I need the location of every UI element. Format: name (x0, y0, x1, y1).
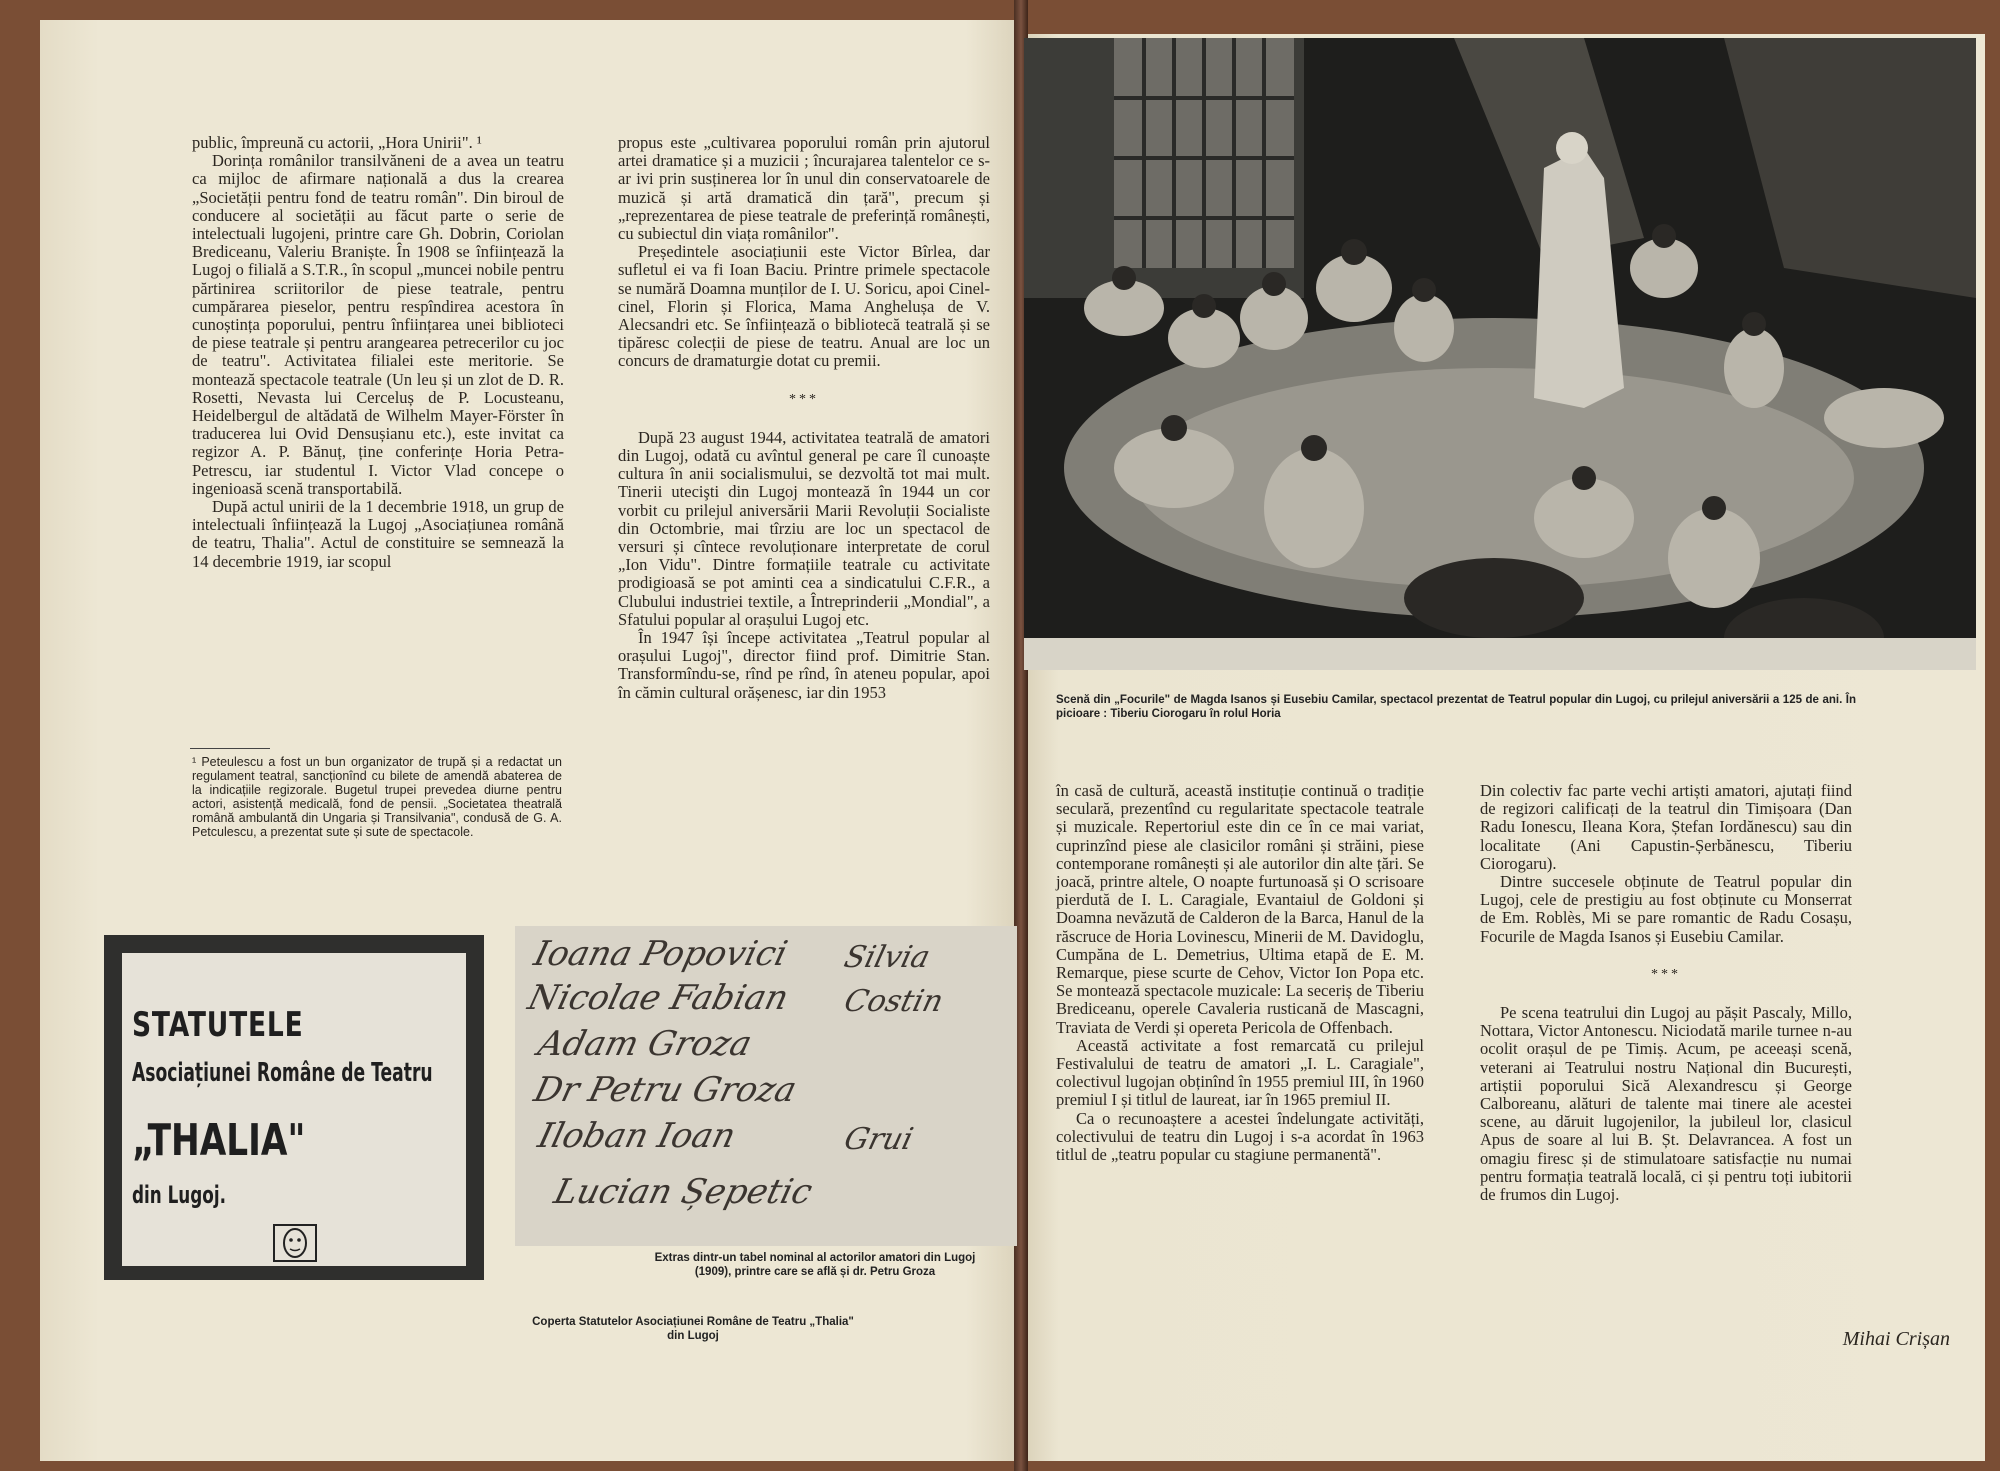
handwritten-name: Ioana Popovici (530, 934, 792, 974)
paragraph: Ca o recunoaștere a acestei îndelungate activități, colectivului de teatru din Lugoj i s-a acordat în 1963 titlul de „teatru popular cu stagiune permanentă". (1056, 1108, 1424, 1165)
handwriting-caption: Extras dintr-un tabel nominal al actorilor amatori din Lugoj (1909), printre care se află și dr. Petru Groza (654, 1252, 976, 1278)
handwritten-role: Silvia (840, 940, 934, 975)
cover-place: din Lugoj. (132, 1181, 226, 1209)
paragraph: public, împreună cu actorii, „Hora Unirii". ¹ (192, 133, 482, 152)
footnote: ¹ Peteulescu a fost un bun organizator de trupă și a redactat un regulament teatral, sancționînd cu bilete de amendă abaterea de la indicațiile regizorale. Bugetul trupei prevedea diurne pentru actori, asistență medicală, fond de pensii. „Societatea theatrală română ambulantă din Ungaria și Transilvania", condusă de G. A. Petculescu, a prezentat sute și sute de spectacole. (192, 755, 562, 839)
mask-emblem-icon (272, 1223, 318, 1263)
left-column-1 (192, 134, 564, 571)
right-column-1 (1056, 782, 1424, 1164)
paragraph: În 1947 își începe activitatea „Teatrul popular al orașului Lugoj", director fiind prof. Dimitrie Stan. Transformîndu-se, rînd pe rînd, în ateneu popular, apoi în cămin cultural orășenesc, iar din 1953 (618, 628, 990, 702)
right-column-2 (1480, 782, 1852, 1204)
paragraph: După 23 august 1944, activitatea teatrală de amatori din Lugoj, odată cu avîntul general pe care îl cunoaște cultura în anii socialismului, se dezvoltă tot mai mult. Tinerii utecişti din Lugoj montează în 1944 un cor vorbit cu prilejul aniversării Marii Revoluții Socialiste din Octombrie, mai tîrziu are loc un spectacol de versuri și cîntece revoluționare interpretate de corul „Ion Vidu". Dintre formațiile teatrale cu activitate prodigioasă se pot aminti cea a sindicatului C.F.R., a Clubului industriei textile, a Întreprinderii „Mondial", a Sfatului popular al orașului Lugoj etc. (618, 427, 990, 629)
left-column-2 (618, 134, 990, 702)
paragraph: Pe scena teatrului din Lugoj au pășit Pascaly, Millo, Nottara, Victor Antonescu. Niciodată marile turnee n-au ocolit orașul de pe Timiș. Acum, pe aceeași scenă, veterani ai Teatrului nostru Național din București, artiștii poporului Sică Alexandrescu și George Calboreanu, alături de talente mai tinere ale acestei scene, au dăruit lugojenilor, la jubileul lor, clasicul Apus de soare al lui B. Șt. Delavrancea. A fost un omagiu firesc și de stimulatoare satisfacție nu numai pentru formația teatrală locală, ci și pentru toți iubitorii de frumos din Lugoj. (1480, 1003, 1852, 1205)
statute-cover-image (104, 935, 484, 1280)
paragraph: După actul unirii de la 1 decembrie 1918, un grup de intelectuali înființează la Lugoj „Asociațiunea română de teatru, Thalia". Actul de constituire se semnează la 14 decembrie 1919, iar scopul (192, 497, 564, 571)
stage-scene-illustration (1024, 38, 1976, 670)
cover-subtitle: Asociațiunei Române de Teatru (132, 1058, 433, 1088)
handwritten-name: Lucian Șepetic (550, 1172, 817, 1212)
photo-caption: Scenă din „Focurile" de Magda Isanos și Eusebiu Camilar, spectacol prezentat de Teatrul popular din Lugoj, cu prilejul aniversării a 125 de ani. În picioare : Tiberiu Ciorogaru în rolul Horia (1056, 694, 1856, 720)
cover-caption: Coperta Statutelor Asociațiunei Române de Teatru „Thalia" din Lugoj (532, 1316, 854, 1342)
paragraph: Președintele asociațiunii este Victor Bîrlea, dar sufletul ei va fi Ioan Baciu. Printre primele spectacole se numără Doamna munților de I. U. Soricu, apoi Cinel-cinel, Florin și Florica, Mama Anghelușa de V. Alecsandri etc. Se înființează o bibliotecă teatrală și se tipăresc colecții de piese de teatru. Anual are loc un concurs de dramaturgie dotat cu premii. (618, 242, 990, 371)
handwritten-name: Nicolae Fabian (524, 978, 793, 1018)
section-separator: *** (1651, 966, 1681, 982)
paragraph: Această activitate a fost remarcată cu prilejul Festivalului de teatru de amatori „I. L. Caragiale", colectivul lugojan obținînd în 1955 premiul III, în 1960 premiul I și titlul de laureat, iar în 1965 premiul II. (1056, 1035, 1424, 1110)
paragraph: în casă de cultură, această instituție continuă o tradiție seculară, prezentînd cu regularitate spectacole teatrale și muzicale. Repertoriul este din ce în ce mai variat, cuprinzînd piese ale clasicilor români și străini, piese contemporane românești și ale autorilor din alte țări. Se joacă, printre altele, O noapte furtunoasă și O scrisoare pierdută de I. L. Caragiale, Evantaiul de Goldoni și Doamna nevăzută de Calderon de la Barca, Hanul de la răscruce de Horia Lovinescu, Minerii de M. Davidoglu, Cumpăna de L. Demetrius, Ultima etapă de E. M. Remarque, piese scurte de Cehov, Victor Ion Popa etc. Se montează spectacole muzicale: La seceriș de Tiberiu Brediceanu, operele Cavaleria rusticană de Mascagni, Traviata de Verdi și opereta Pericola de Offenbach. (1056, 781, 1424, 1037)
handwritten-role: Grui (840, 1122, 917, 1157)
handwritten-name: Iloban Ioan (534, 1116, 740, 1156)
paragraph: propus este „cultivarea poporului român prin ajutorul artei dramatice și a muzicii ; încurajarea talentelor ce s-ar ivi prin susținerea lor în unul din conservatoarele de muzică și artă dramatică din țară", precum și „reprezentarea de piese teatrale de preferință românești, cu subiectul din viața românilor". (618, 133, 990, 244)
section-separator: *** (789, 391, 819, 407)
handwritten-role: Costin (840, 984, 947, 1019)
paragraph: Dorința românilor transilvăneni de a avea un teatru ca mijloc de afirmare națională a dus la crearea „Societății pentru fond de teatru român". Din biroul de conducere al societății au făcut parte o serie de intelectuali lugojeni, printre care Gh. Dobrin, Coriolan Brediceanu, Valeriu Braniște. În 1908 se înființează la Lugoj o filială a S.T.R., în scopul „muncei nobile pentru părtinirea scriitorilor de piese teatrale, pentru cumpărarea pieselor, pentru respîndirea acestora în cunoștința poporului, pentru înființarea unei biblioteci de piese teatrale și pentru arangearea petrecerilor cu joc de teatru". Activitatea filialei este meritorie. Se montează spectacole teatrale (Un leu și un zlot de D. R. Rosetti, Nevasta lui Cerceluș de P. Locusteanu, Heidelbergul de altădată de Wilhelm Mayer-Förster în traducerea lui Ovid Densușianu etc.), este invitat ca regizor A. P. Bănuț, ține conferințe Horia Petra-Petrescu, iar studentul I. Victor Vlad concepe o ingenioasă scenă transportabilă. (192, 151, 564, 498)
handwritten-name: Dr Petru Groza (530, 1070, 801, 1110)
handwritten-list-image (515, 926, 1017, 1246)
stage-scene-photo (1024, 38, 1976, 670)
paragraph: Dintre succesele obținute de Teatrul popular din Lugoj, cele de prestigiu au fost obținute cu Monserrat de Em. Roblès, Mi se pare romantic de Radu Cosașu, Focurile de Magda Isanos și Eusebiu Camilar. (1480, 872, 1852, 946)
handwritten-name: Adam Groza (534, 1024, 756, 1064)
cover-name: „THALIA" (132, 1115, 306, 1166)
cover-title: STATUTELE (132, 1005, 304, 1045)
paragraph: Din colectiv fac parte vechi artiști amatori, ajutați fiind de regizori calificați de la teatrul din Timișoara (Dan Radu Ionescu, Ileana Kora, Ștefan Iordănescu) sau din localitate (Ani Capustin-Șerbănescu, Tiberiu Ciorogaru). (1480, 781, 1852, 873)
footnote-rule (190, 748, 270, 749)
author-signature: Mihai Crișan (1842, 1328, 1950, 1350)
